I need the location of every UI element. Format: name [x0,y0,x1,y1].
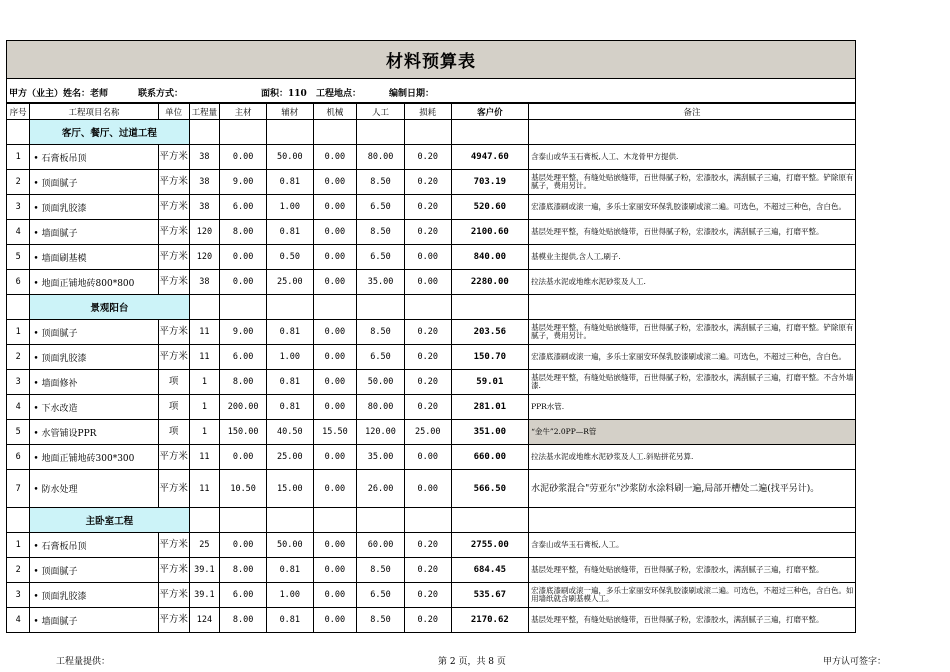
section-blank [357,120,405,145]
machinery: 0.00 [313,558,357,583]
item-name: • 下水改造 [30,395,158,420]
quantity: 38 [189,195,220,220]
quantity: 120 [189,245,220,270]
quantity: 39.1 [189,583,220,608]
col-header: 辅材 [266,104,313,120]
aux-material: 1.00 [266,583,313,608]
header-row [7,104,856,120]
col-header: 损耗 [404,104,451,120]
loss: 0.00 [404,445,451,470]
info-row [6,79,856,103]
section-blank [357,508,405,533]
customer-price: 2280.00 [451,270,528,295]
row-number: 6 [7,270,30,295]
quantity: 1 [189,370,220,395]
col-header: 主材 [220,104,267,120]
machinery: 0.00 [313,245,357,270]
table-row [7,170,856,195]
customer-price: 703.19 [451,170,528,195]
row-number: 1 [7,320,30,345]
customer-price: 520.60 [451,195,528,220]
loss: 0.00 [404,470,451,508]
section-blank [404,295,451,320]
machinery: 0.00 [313,170,357,195]
col-header: 客户价 [451,104,528,120]
quantity: 11 [189,470,220,508]
row-number: 3 [7,583,30,608]
loss: 25.00 [404,420,451,445]
machinery: 0.00 [313,395,357,420]
loss: 0.20 [404,220,451,245]
labor: 8.50 [357,558,405,583]
row-number: 2 [7,558,30,583]
budget-sheet [6,40,856,633]
unit: 项 [158,370,189,395]
machinery: 0.00 [313,270,357,295]
remark: 拉法基水泥或地维水泥砂浆及人工.斜贴拼花另算. [529,445,856,470]
remark: 基模业主提供,含人工,刷子. [529,245,856,270]
remark: 宏漆底漆刷或滚一遍，多乐士家丽安环保乳胶漆刷或滚二遍。可选色，不超过三种色，含白色。 [529,195,856,220]
labor: 120.00 [357,420,405,445]
row-number: 6 [7,445,30,470]
section-blank [220,120,267,145]
table-body [7,104,856,633]
section-blank [451,120,528,145]
unit: 平方米 [158,220,189,245]
item-name: • 石膏板吊顶 [30,145,158,170]
aux-material: 40.50 [266,420,313,445]
main-material: 0.00 [220,533,267,558]
row-number: 3 [7,195,30,220]
remark: 拉法基水泥或地维水泥砂浆及人工. [529,270,856,295]
row-number: 5 [7,420,30,445]
main-material: 150.00 [220,420,267,445]
budget-table [6,103,856,633]
section-row [7,120,856,145]
unit: 项 [158,395,189,420]
item-name: • 防水处理 [30,470,158,508]
table-row [7,420,856,445]
table-row [7,395,856,420]
customer-price: 684.45 [451,558,528,583]
row-number: 5 [7,245,30,270]
labor: 6.50 [357,345,405,370]
aux-material: 1.00 [266,195,313,220]
col-header: 人工 [357,104,405,120]
item-name: • 墙面修补 [30,370,158,395]
col-header: 工程量 [189,104,220,120]
item-name: • 墙面腻子 [30,608,158,633]
machinery: 0.00 [313,195,357,220]
main-material: 0.00 [220,145,267,170]
unit: 平方米 [158,270,189,295]
main-material: 8.00 [220,608,267,633]
labor: 6.50 [357,195,405,220]
machinery: 0.00 [313,345,357,370]
customer-price: 2100.60 [451,220,528,245]
row-number: 1 [7,145,30,170]
table-row [7,345,856,370]
remark: 宏漆底漆刷或滚一遍，多乐士家丽安环保乳胶漆刷或滚二遍。可选色，不超过三种色，含白色。 [529,345,856,370]
labor: 26.00 [357,470,405,508]
customer-price: 59.01 [451,370,528,395]
date-label: 编制日期： [389,89,435,99]
section-blank [220,295,267,320]
section-blank [313,120,357,145]
machinery: 0.00 [313,445,357,470]
table-row [7,245,856,270]
machinery: 0.00 [313,533,357,558]
row-number: 7 [7,470,30,508]
remark: 含泰山或华玉石膏板,人工。 [529,533,856,558]
item-name: • 顶面腻子 [30,320,158,345]
aux-material: 25.00 [266,445,313,470]
quantity: 39.1 [189,558,220,583]
footer-right: 甲方认可签字： [823,657,887,667]
section-blank [529,120,856,145]
labor: 35.00 [357,270,405,295]
col-header: 单位 [158,104,189,120]
table-row [7,370,856,395]
section-blank [189,295,220,320]
main-material: 9.00 [220,170,267,195]
item-name: • 顶面乳胶漆 [30,583,158,608]
remark: 基层处理平整，有缝处贴嵌缝带，百世得腻子粉，宏漆胶水，满刮腻子三遍，打磨平整。 [529,558,856,583]
quantity: 11 [189,320,220,345]
row-number: 2 [7,170,30,195]
table-row [7,145,856,170]
remark: 宏漆底漆刷或滚一遍，多乐士家丽安环保乳胶漆刷或滚二遍。可选色，不超过三种色，含白色。如用墙纸就含刷基模人工。 [529,583,856,608]
quantity: 11 [189,445,220,470]
unit: 平方米 [158,470,189,508]
col-header: 备注 [529,104,856,120]
table-row [7,445,856,470]
table-row [7,608,856,633]
labor: 8.50 [357,220,405,245]
main-material: 0.00 [220,245,267,270]
customer-price: 535.67 [451,583,528,608]
item-name: • 墙面刷基模 [30,245,158,270]
unit: 项 [158,420,189,445]
table-row [7,558,856,583]
labor: 8.50 [357,170,405,195]
item-name: • 顶面腻子 [30,558,158,583]
footer-left: 工程量提供： [56,657,111,667]
aux-material: 25.00 [266,270,313,295]
customer-price: 840.00 [451,245,528,270]
main-material: 8.00 [220,370,267,395]
row-number: 4 [7,395,30,420]
labor: 6.50 [357,583,405,608]
unit: 平方米 [158,245,189,270]
table-row [7,583,856,608]
section-blank [266,508,313,533]
item-name: • 顶面乳胶漆 [30,345,158,370]
unit: 平方米 [158,558,189,583]
quantity: 11 [189,345,220,370]
labor: 50.00 [357,370,405,395]
aux-material: 0.81 [266,170,313,195]
remark: 基层处理平整，有缝处贴嵌缝带，百世得腻子粉，宏漆胶水，满刮腻子三遍，打磨平整。 [529,220,856,245]
loss: 0.20 [404,170,451,195]
row-number: 4 [7,608,30,633]
section-blank [357,295,405,320]
remark: PPR水管. [529,395,856,420]
section-name: 景观阳台 [30,295,189,320]
main-material: 0.00 [220,270,267,295]
quantity: 1 [189,395,220,420]
machinery: 0.00 [313,470,357,508]
customer-price: 4947.60 [451,145,528,170]
customer-price: 351.00 [451,420,528,445]
unit: 平方米 [158,145,189,170]
labor: 6.50 [357,245,405,270]
machinery: 0.00 [313,220,357,245]
section-blank [7,508,30,533]
remark: “金牛”2.0PP—R管 [529,420,856,445]
section-row [7,295,856,320]
quantity: 124 [189,608,220,633]
section-blank [529,295,856,320]
row-number: 4 [7,220,30,245]
table-row [7,320,856,345]
loss: 0.00 [404,245,451,270]
section-blank [451,508,528,533]
customer-price: 203.56 [451,320,528,345]
customer-price: 281.01 [451,395,528,420]
main-material: 6.00 [220,345,267,370]
remark: 含泰山或华玉石膏板,人工、木龙骨甲方提供. [529,145,856,170]
aux-material: 0.81 [266,320,313,345]
row-number: 3 [7,370,30,395]
unit: 平方米 [158,583,189,608]
machinery: 15.50 [313,420,357,445]
item-name: • 顶面腻子 [30,170,158,195]
section-name: 主卧室工程 [30,508,189,533]
section-blank [404,508,451,533]
loss: 0.00 [404,270,451,295]
area-label: 面积：110 [261,89,307,99]
remark: 水泥砂浆混合"劳亚尔"沙浆防水涂料刷一遍,局部开槽处二遍(找平另计)。 [529,470,856,508]
table-row [7,195,856,220]
aux-material: 0.81 [266,220,313,245]
table-row [7,533,856,558]
section-blank [220,508,267,533]
main-material: 0.00 [220,445,267,470]
remark: 基层处理平整，有缝处贴嵌缝带，百世得腻子粉，宏漆胶水，满刮腻子三遍，打磨平整。铲除原有腻子，费用另计。 [529,170,856,195]
customer-price: 566.50 [451,470,528,508]
remark: 基层处理平整，有缝处贴嵌缝带，百世得腻子粉，宏漆胶水，满刮腻子三遍，打磨平整。不含外墙漆. [529,370,856,395]
labor: 8.50 [357,320,405,345]
footer-page: 第 2 页，共 8 页 [438,657,506,667]
section-row [7,508,856,533]
loss: 0.20 [404,583,451,608]
customer-price: 660.00 [451,445,528,470]
page-footer [0,652,950,672]
quantity: 38 [189,270,220,295]
labor: 8.50 [357,608,405,633]
main-material: 6.00 [220,583,267,608]
main-material: 8.00 [220,558,267,583]
customer-price: 150.70 [451,345,528,370]
loss: 0.20 [404,320,451,345]
unit: 平方米 [158,608,189,633]
location-label: 工程地点： [316,89,362,99]
loss: 0.20 [404,533,451,558]
item-name: • 地面正铺地砖300*300 [30,445,158,470]
sheet-title: 材料预算表 [6,40,856,79]
machinery: 0.00 [313,320,357,345]
remark: 基层处理平整，有缝处贴嵌缝带，百世得腻子粉，宏漆胶水，满刮腻子三遍，打磨平整。 [529,608,856,633]
item-name: • 地面正铺地砖800*800 [30,270,158,295]
aux-material: 0.81 [266,558,313,583]
unit: 平方米 [158,195,189,220]
col-header: 序号 [7,104,30,120]
quantity: 120 [189,220,220,245]
aux-material: 1.00 [266,345,313,370]
section-blank [404,120,451,145]
main-material: 200.00 [220,395,267,420]
loss: 0.20 [404,345,451,370]
remark: 基层处理平整，有缝处贴嵌缝带，百世得腻子粉，宏漆胶水，满刮腻子三遍，打磨平整。铲除原有腻子，费用另计。 [529,320,856,345]
quantity: 38 [189,170,220,195]
loss: 0.20 [404,608,451,633]
section-blank [266,120,313,145]
row-number: 1 [7,533,30,558]
machinery: 0.00 [313,145,357,170]
machinery: 0.00 [313,370,357,395]
aux-material: 15.00 [266,470,313,508]
section-blank [189,120,220,145]
item-name: • 石膏板吊顶 [30,533,158,558]
section-blank [266,295,313,320]
loss: 0.20 [404,145,451,170]
aux-material: 0.50 [266,245,313,270]
section-blank [529,508,856,533]
table-row [7,470,856,508]
contact-label: 联系方式： [138,89,184,99]
aux-material: 0.81 [266,395,313,420]
client-name: 甲方（业主）姓名：老师 [9,89,109,99]
machinery: 0.00 [313,608,357,633]
section-blank [313,508,357,533]
item-name: • 水管铺设PPR [30,420,158,445]
main-material: 10.50 [220,470,267,508]
table-row [7,270,856,295]
main-material: 9.00 [220,320,267,345]
quantity: 38 [189,145,220,170]
col-header: 机械 [313,104,357,120]
aux-material: 0.81 [266,370,313,395]
aux-material: 50.00 [266,145,313,170]
unit: 平方米 [158,345,189,370]
customer-price: 2170.62 [451,608,528,633]
section-blank [451,295,528,320]
unit: 平方米 [158,445,189,470]
unit: 平方米 [158,170,189,195]
machinery: 0.00 [313,583,357,608]
quantity: 25 [189,533,220,558]
table-row [7,220,856,245]
main-material: 8.00 [220,220,267,245]
col-header: 工程项目名称 [30,104,158,120]
aux-material: 50.00 [266,533,313,558]
section-blank [7,120,30,145]
aux-material: 0.81 [266,608,313,633]
loss: 0.20 [404,395,451,420]
labor: 35.00 [357,445,405,470]
labor: 80.00 [357,395,405,420]
loss: 0.20 [404,370,451,395]
loss: 0.20 [404,558,451,583]
item-name: • 墙面腻子 [30,220,158,245]
unit: 平方米 [158,320,189,345]
section-blank [189,508,220,533]
unit: 平方米 [158,533,189,558]
labor: 60.00 [357,533,405,558]
row-number: 2 [7,345,30,370]
section-blank [313,295,357,320]
item-name: • 顶面乳胶漆 [30,195,158,220]
loss: 0.20 [404,195,451,220]
customer-price: 2755.00 [451,533,528,558]
main-material: 6.00 [220,195,267,220]
labor: 80.00 [357,145,405,170]
section-name: 客厅、餐厅、过道工程 [30,120,189,145]
quantity: 1 [189,420,220,445]
section-blank [7,295,30,320]
